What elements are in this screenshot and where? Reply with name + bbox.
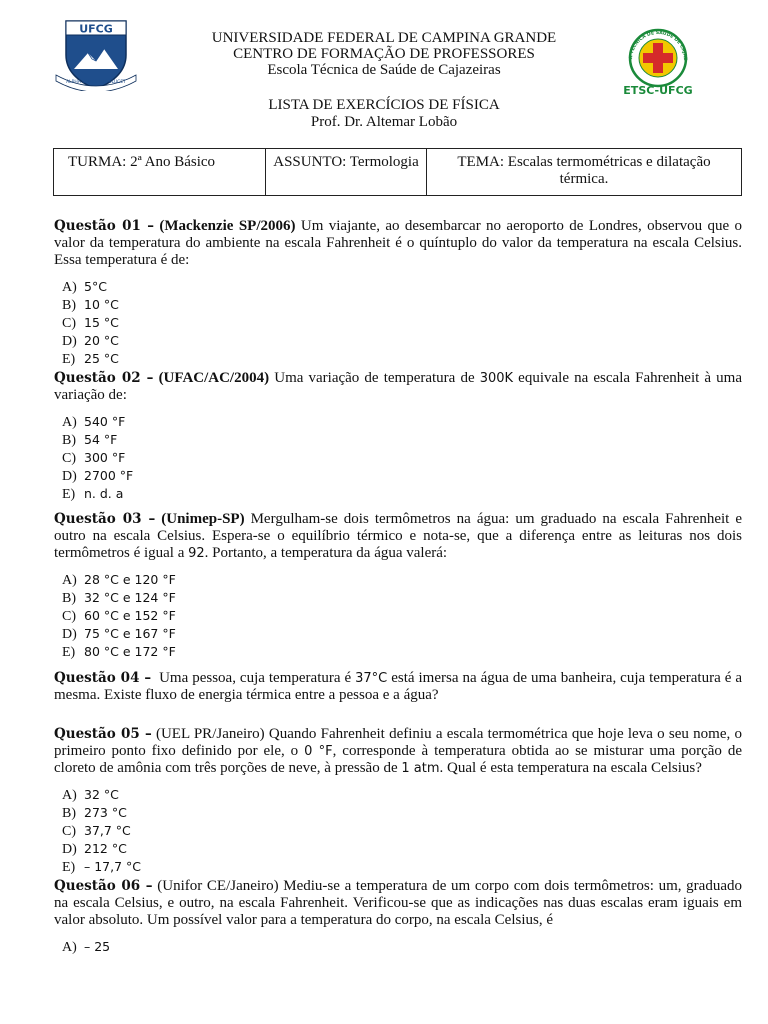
etsc-arc-text: A TÉCNICA DE SAÚDE DE CAJAZ xyxy=(628,30,688,61)
question-04 xyxy=(54,670,742,704)
option-e: E) 80 °C e 172 °F xyxy=(62,644,176,660)
question-label: Questão 05 – xyxy=(54,726,152,742)
question-source: (Unimep-SP) xyxy=(161,511,245,527)
turma-cell: TURMA: 2ª Ano Básico xyxy=(54,149,266,195)
option-c: C) 60 °C e 152 °F xyxy=(62,608,176,624)
school-name: Escola Técnica de Saúde de Cajazeiras xyxy=(267,62,501,78)
option-c: C) 15 °C xyxy=(62,315,119,331)
option-b: B) 32 °C e 124 °F xyxy=(62,590,176,606)
option-b: B) 54 °F xyxy=(62,432,118,448)
option-d: D) 75 °C e 167 °F xyxy=(62,626,176,642)
option-a: A) 5°C xyxy=(62,279,107,295)
question-label: Questão 01 – xyxy=(54,218,154,234)
question-05 xyxy=(54,726,742,876)
header-institution xyxy=(160,30,608,78)
question-04-text: Questão 04 – Uma pessoa, cuja temperatura é 37°C está imersa na água de uma banheira, cuja temperatura é a mesma. Existe fluxo de energia térmica entre a pessoa e a água? xyxy=(54,670,742,703)
question-label: Questão 02 – xyxy=(54,370,154,386)
option-a: A) – 25 xyxy=(62,939,111,955)
option-d: D) 2700 °F xyxy=(62,468,134,484)
options-list xyxy=(54,278,742,368)
options-list xyxy=(54,571,742,661)
question-source: (Mackenzie SP/2006) xyxy=(159,218,296,234)
tema-cell: TEMA: Escalas termométricas e dilatação térmica. xyxy=(457,154,711,187)
option-e: E) n. d. a xyxy=(62,486,124,502)
etsc-logo xyxy=(612,22,704,96)
option-a: A) 32 °C xyxy=(62,787,119,803)
question-label: Questão 06 – xyxy=(54,878,153,894)
questions-list xyxy=(54,218,742,956)
question-05-text: Questão 05 – (UEL PR/Janeiro) Quando Fahrenheit definiu a escala termométrica que hoje leva o seu nome, o primeiro ponto fixo definido por ele, o 0 °F, corresponde à temperatura obtida ao se misturar uma porção de cloreto de amônia com três porções de neve, à pressão de 1 atm. Qual é esta temperatura na escala Celsius? xyxy=(54,726,742,776)
option-c: C) 300 °F xyxy=(62,450,126,466)
question-06-text: Questão 06 – (Unifor CE/Janeiro) Mediu-se a temperatura de um corpo com dois termômetros: um, graduado na escala Celsius, e outro, na escala Fahrenheit. Verificou-se que as indicações nas duas escalas eram iguais em valor absoluto. Um possível valor para a temperatura do corpo, na escala Celsius, é xyxy=(54,878,742,928)
question-label: Questão 03 – xyxy=(54,511,156,527)
question-01-text xyxy=(54,218,742,269)
question-03-text: Questão 03 – (Unimep-SP) Mergulham-se dois termômetros na água: um graduado na escala Fahrenheit e outro na escala Celsius. Espera-se o equilíbrio térmico e nota-se, que a diferença entre as leituras nos dois termômetros é igual a 92. Portanto, a temperatura da água valerá: xyxy=(54,511,742,561)
list-title: LISTA DE EXERCÍCIOS DE FÍSICA xyxy=(268,97,500,113)
options-list xyxy=(54,938,742,956)
question-01 xyxy=(54,218,742,368)
question-source: (UFAC/AC/2004) xyxy=(158,370,270,386)
option-b: B) 10 °C xyxy=(62,297,119,313)
question-02 xyxy=(54,370,742,503)
professor-name: Prof. Dr. Altemar Lobão xyxy=(310,114,458,130)
etsc-logo-text: ETSC-UFCG xyxy=(623,84,693,96)
ufcg-logo-text: UFCG xyxy=(79,22,113,36)
assunto-cell: ASSUNTO: Termologia xyxy=(266,149,427,195)
center-name: CENTRO DE FORMAÇÃO DE PROFESSORES xyxy=(233,46,535,62)
option-a: A) 28 °C e 120 °F xyxy=(62,572,176,588)
question-06 xyxy=(54,878,742,956)
option-e: E) – 17,7 °C xyxy=(62,859,142,875)
question-body: Um viajante, ao desembarcar no aeroporto de Londres, observou que o valor da temperatura do ambiente na escala Fahrenheit é o quíntuplo do valor da temperatura na escala Celsius. Essa temperatura é de: xyxy=(54,218,742,268)
list-title-block xyxy=(160,97,608,131)
university-name: UNIVERSIDADE FEDERAL DE CAMPINA GRANDE xyxy=(211,30,557,46)
option-d: D) 212 °C xyxy=(62,841,127,857)
ufcg-logo xyxy=(52,17,140,91)
question-03 xyxy=(54,511,742,661)
option-a: A) 540 °F xyxy=(62,414,126,430)
options-list xyxy=(54,786,742,876)
question-02-text: Questão 02 – (UFAC/AC/2004) Uma variação de temperatura de 300K equivale na escala Fahrenheit à uma variação de: xyxy=(54,370,743,403)
ufcg-motto: ALPHA OMNIS LUX ELUCET xyxy=(66,80,126,85)
question-label: Questão 04 – xyxy=(54,670,152,686)
option-c: C) 37,7 °C xyxy=(62,823,131,839)
info-table xyxy=(53,148,742,196)
option-b: B) 273 °C xyxy=(62,805,127,821)
option-d: D) 20 °C xyxy=(62,333,119,349)
option-e: E) 25 °C xyxy=(62,351,119,367)
options-list xyxy=(54,413,742,503)
